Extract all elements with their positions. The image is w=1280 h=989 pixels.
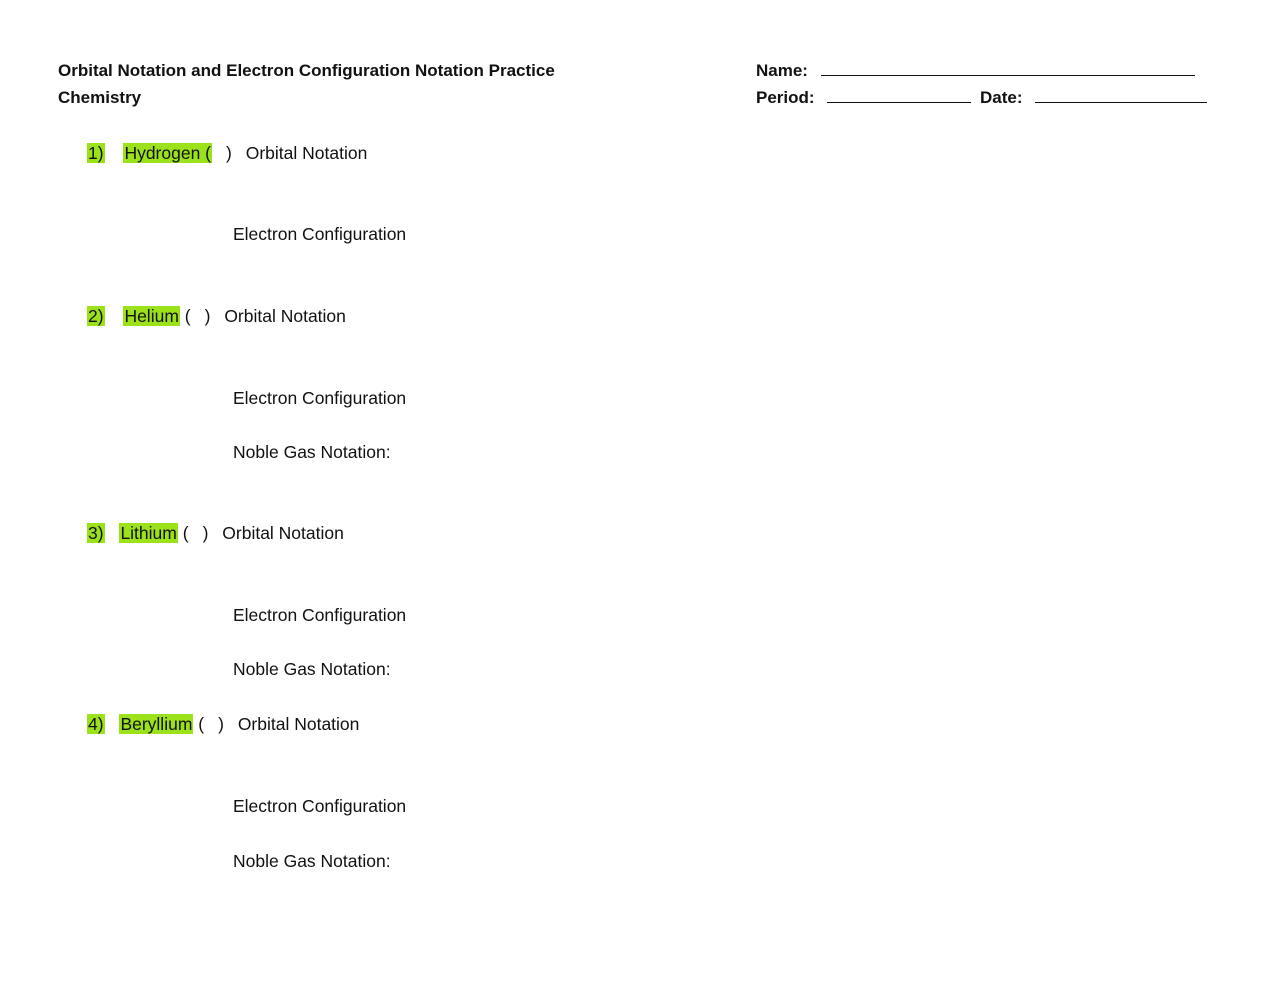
noble-gas-notation-label: Noble Gas Notation: [233,659,391,679]
orbital-notation-label: Orbital Notation [224,306,346,326]
item-number: 4) [88,714,104,734]
item-number: 2) [88,306,104,326]
item-lithium [87,522,344,544]
worksheet-title: Orbital Notation and Electron Configuration Notation Practice [58,61,555,80]
date-label: Date: [980,88,1023,107]
element-name: Helium [124,306,179,326]
electron-configuration-label: Electron Configuration [233,796,407,816]
element-name: Lithium [120,523,177,543]
item-number: 1) [88,143,104,163]
noble-gas-notation-label: Noble Gas Notation: [233,442,391,462]
period-label: Period: [756,88,815,107]
orbital-notation-label: Orbital Notation [237,714,360,734]
electron-configuration-label: Electron Configuration [233,388,407,408]
orbital-notation-label: Orbital Notation [222,523,344,543]
paren-open: ( [184,306,191,326]
element-name: Beryllium [120,714,193,734]
worksheet-subject: Chemistry [58,88,142,107]
paren-open: ( [182,523,189,543]
paren-close: ) [218,714,224,734]
name-blank-line[interactable] [821,61,1195,76]
item-number: 3) [88,523,104,543]
element-name: Hydrogen ( [124,143,212,163]
paren-close: ) [226,143,232,163]
electron-configuration-label: Electron Configuration [233,224,407,244]
electron-configuration-label: Electron Configuration [233,605,407,625]
item-beryllium [87,713,359,735]
item-helium [87,305,346,327]
period-date-row [756,88,1207,108]
paren-open: ( [198,714,205,734]
period-blank-line[interactable] [827,88,971,103]
date-blank-line[interactable] [1035,88,1207,103]
noble-gas-notation-label: Noble Gas Notation: [233,851,391,871]
item-hydrogen [87,142,367,164]
paren-close: ) [202,523,209,543]
name-row [756,61,1195,81]
paren-close: ) [204,306,211,326]
orbital-notation-label: Orbital Notation [245,143,368,163]
name-label: Name: [756,61,808,80]
